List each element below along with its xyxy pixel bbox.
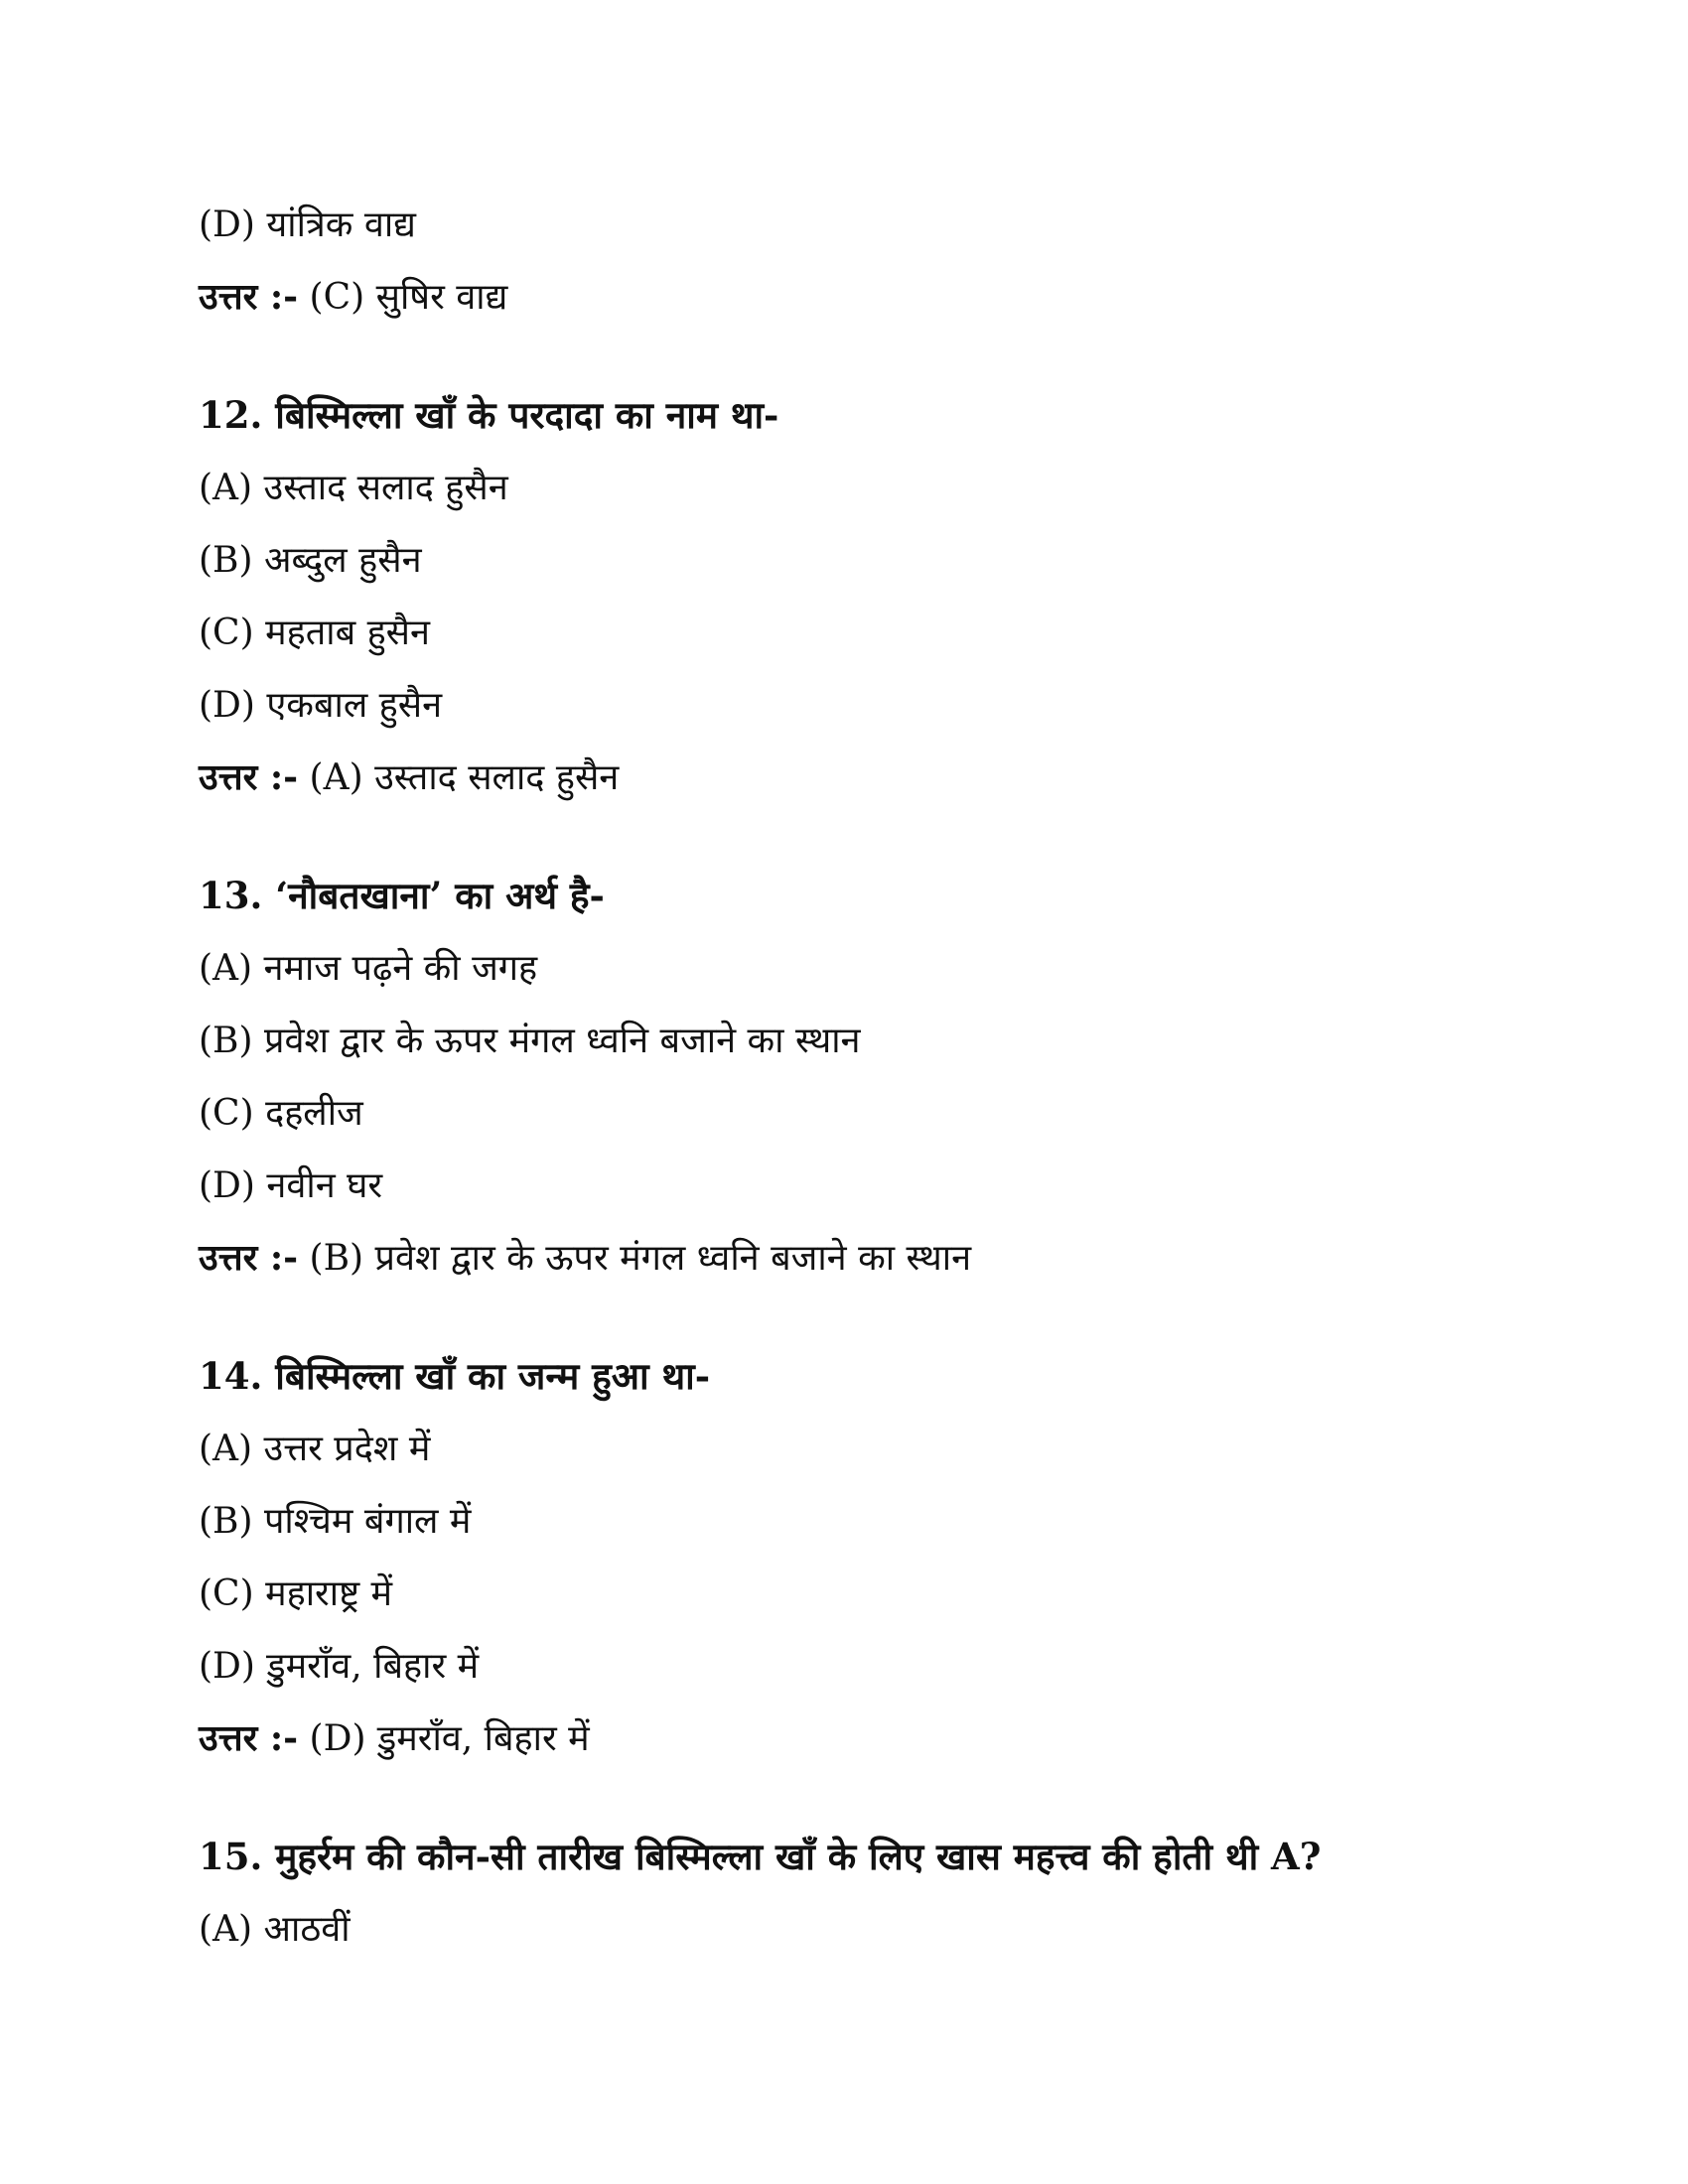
question-11-tail bbox=[199, 189, 1569, 334]
answer-label: उत्तर :- bbox=[199, 756, 299, 798]
option-c: (C) महताब हुसैन bbox=[199, 613, 430, 653]
option-b: (B) प्रवेश द्वार के ऊपर मंगल ध्वनि बजाने का स्थान bbox=[199, 1021, 861, 1061]
question-13 bbox=[199, 860, 1569, 1295]
answer-line bbox=[199, 261, 1569, 334]
answer-line bbox=[199, 1703, 1569, 1775]
question-15 bbox=[199, 1821, 1569, 1966]
answer-label: उत्तर :- bbox=[199, 1237, 299, 1279]
option-d: (D) एकबाल हुसैन bbox=[199, 685, 443, 726]
option-b: (B) पश्चिम बंगाल में bbox=[199, 1501, 472, 1542]
question-text: 15. मुहर्रम की कौन-सी तारीख बिस्मिल्ला खाँ के लिए खास महत्त्व की होती थी A? bbox=[199, 1835, 1322, 1878]
option-a: (A) उत्तर प्रदेश में bbox=[199, 1429, 431, 1469]
answer-text: (A) उस्ताद सलाद हुसैन bbox=[309, 757, 620, 798]
question-12 bbox=[199, 379, 1569, 814]
answer-text: (C) सुषिर वाद्य bbox=[309, 277, 508, 318]
answer-line bbox=[199, 742, 1569, 814]
answer-line bbox=[199, 1222, 1569, 1295]
answer-label: उत्तर :- bbox=[199, 276, 299, 318]
option-d: (D) नवीन घर bbox=[199, 1165, 383, 1206]
question-text: 12. बिस्मिल्ला खाँ के परदादा का नाम था- bbox=[199, 393, 779, 437]
document-page bbox=[199, 189, 1569, 1966]
option-a: (A) उस्ताद सलाद हुसैन bbox=[199, 468, 508, 508]
option-c: (C) दहलीज bbox=[199, 1093, 363, 1134]
answer-text: (D) डुमराँव, बिहार में bbox=[309, 1718, 590, 1759]
answer-label: उत्तर :- bbox=[199, 1717, 299, 1759]
option-d: (D) डुमराँव, बिहार में bbox=[199, 1646, 480, 1687]
question-text: 13. ‘नौबतखाना’ का अर्थ है- bbox=[199, 874, 605, 917]
answer-text: (B) प्रवेश द्वार के ऊपर मंगल ध्वनि बजाने का स्थान bbox=[309, 1238, 972, 1279]
option-b: (B) अब्दुल हुसैन bbox=[199, 540, 422, 581]
question-text: 14. बिस्मिल्ला खाँ का जन्म हुआ था- bbox=[199, 1354, 711, 1398]
option-a: (A) आठवीं bbox=[199, 1909, 351, 1950]
option-d: (D) यांत्रिक वाद्य bbox=[199, 205, 416, 245]
question-14 bbox=[199, 1340, 1569, 1775]
option-a: (A) नमाज पढ़ने की जगह bbox=[199, 948, 538, 989]
option-c: (C) महाराष्ट्र में bbox=[199, 1573, 393, 1614]
